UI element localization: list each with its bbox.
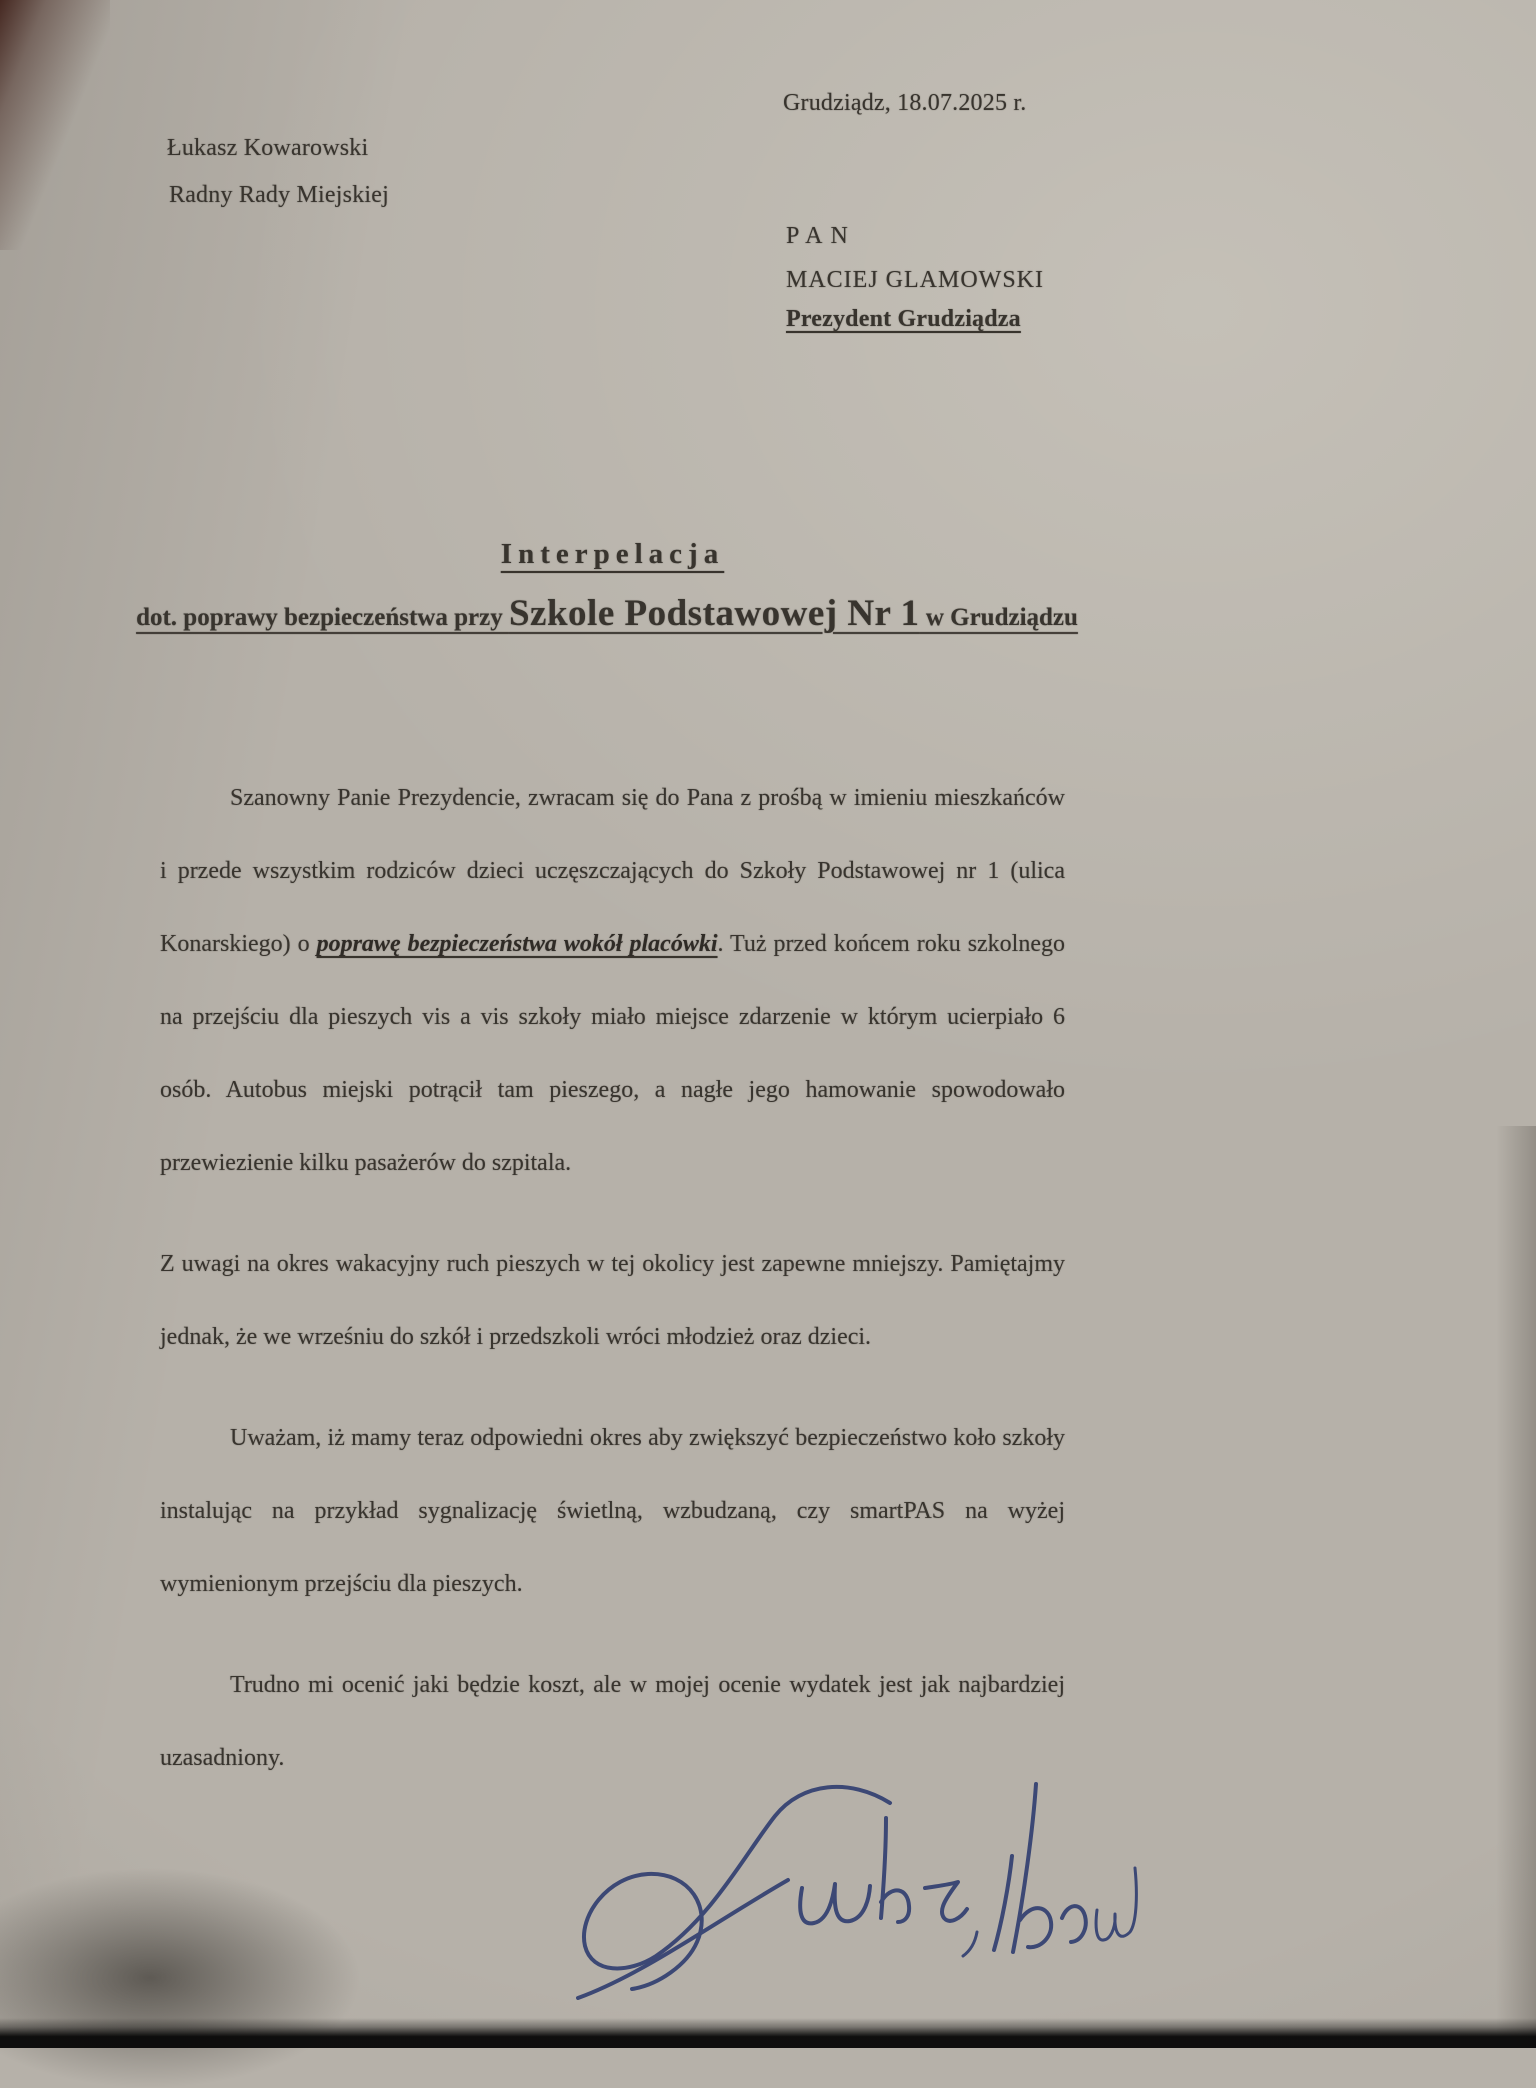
date-line: Grudziądz, 18.07.2025 r. — [783, 90, 1027, 116]
signature-handwriting — [540, 1748, 1140, 2048]
paragraph-1-text-after: . Tuż przed końcem roku szkolnego na przejściu dla pieszych vis a vis szkoły miało miejsce zdarzenie w którym ucierpiało 6 osób. Autobus miejski potrącił tam pieszego, a nagłe jego hamowanie spowodowało przewiezienie kilku pasażerów do szpitala. — [160, 931, 1066, 1176]
letter-title: Interpelacja — [500, 538, 725, 570]
recipient-role: Prezydent Grudziądza — [786, 306, 1021, 332]
sender-title: Radny Rady Miejskiej — [169, 182, 389, 208]
paragraph-1-text-before: Szanowny Panie Prezydencie, zwracam się do Pana z prośbą w imieniu mieszkańców i przede wszystkim rodziców dzieci uczęszczających do Szkoły Podstawowej nr 1 (ulica Konarskiego) o — [160, 785, 1065, 957]
body-paragraph-1 — [160, 762, 1065, 1200]
subject-emphasis: Szkole Podstawowej Nr 1 — [508, 593, 920, 634]
photo-bottom-edge — [0, 2018, 1536, 2048]
recipient-name: MACIEJ GLAMOWSKI — [786, 267, 1044, 293]
subject-prefix: dot. poprawy bezpieczeństwa przy — [136, 604, 509, 631]
body-paragraph-4: Trudno mi ocenić jaki będzie koszt, ale w mojej ocenie wydatek jest jak najbardziej uzasadniony. — [160, 1672, 1065, 1771]
sender-name: Łukasz Kowarowski — [167, 135, 369, 161]
letter-subject — [92, 592, 1122, 635]
body-paragraph-2: Z uwagi na okres wakacyjny ruch pieszych w tej okolicy jest zapewne mniejszy. Pamiętajmy jednak, że we wrześniu do szkół i przedszkoli wróci młodzież oraz dzieci. — [160, 1251, 1065, 1350]
recipient-salutation: PAN — [786, 223, 856, 249]
letter-body — [160, 762, 1065, 1823]
body-paragraph-3: Uważam, iż mamy teraz odpowiedni okres aby zwiększyć bezpieczeństwo koło szkoły instalując na przykład sygnalizację świetlną, wzbudzaną, czy smartPAS na wyżej wymienionym przejściu dla pieszych. — [160, 1425, 1065, 1597]
subject-suffix: w Grudziądzu — [919, 604, 1078, 631]
signature-ink-icon — [540, 1748, 1140, 2048]
paragraph-1-emphasis: poprawę bezpieczeństwa wokół placówki — [316, 931, 718, 957]
